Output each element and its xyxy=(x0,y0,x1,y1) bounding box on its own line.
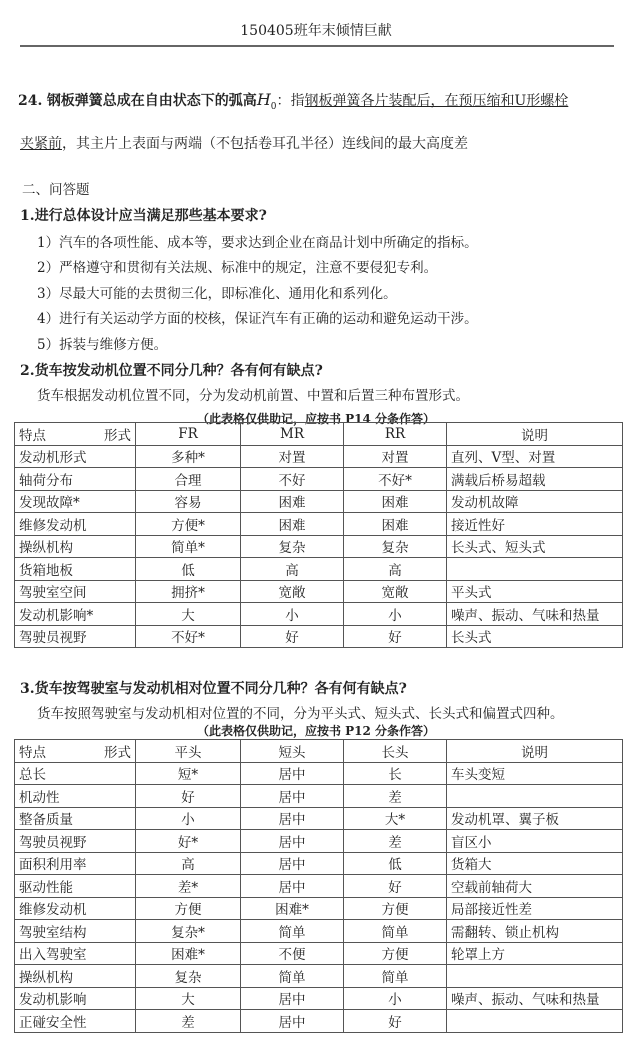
engine-position-table xyxy=(14,422,623,648)
q2-note: （此表格仅供助记，应按书 P14 分条作答） xyxy=(196,412,436,426)
table-header-row xyxy=(15,740,623,763)
table-cell: 好 xyxy=(344,625,447,648)
table-cell: 长 xyxy=(344,762,447,785)
q24-subscript: 0 xyxy=(270,101,277,112)
header-corner xyxy=(15,740,136,763)
table-cell: 困难* xyxy=(241,897,344,920)
q1-item: 1）汽车的各项性能、成本等，要求达到企业在商品计划中所确定的指标。 xyxy=(37,235,478,251)
q24-underlined-2: 夹紧前 xyxy=(20,136,62,152)
table-cell: 复杂 xyxy=(136,965,241,988)
table-cell: 高 xyxy=(344,558,447,581)
table-row xyxy=(15,942,623,965)
table-cell: 发动机影响 xyxy=(15,987,136,1010)
table-cell: 货箱大 xyxy=(447,852,623,875)
table-cell: 不好* xyxy=(136,625,241,648)
table-cell: 宽敞 xyxy=(241,580,344,603)
table-cell: 发动机影响* xyxy=(15,603,136,626)
table-cell: 盲区小 xyxy=(447,830,623,853)
table-cell: 机动性 xyxy=(15,785,136,808)
table-cell: 高 xyxy=(241,558,344,581)
table-cell: 驾驶员视野 xyxy=(15,625,136,648)
table-cell: 简单 xyxy=(344,920,447,943)
table-cell: 复杂 xyxy=(241,535,344,558)
table-cell: 车头变短 xyxy=(447,762,623,785)
table-cell: 对置 xyxy=(241,445,344,468)
table-cell: 好 xyxy=(241,625,344,648)
q24-line1 xyxy=(18,90,568,112)
column-header: 平头 xyxy=(136,740,241,763)
table-cell: 好 xyxy=(344,875,447,898)
table-cell: 居中 xyxy=(241,875,344,898)
table-cell: 发动机故障 xyxy=(447,490,623,513)
table-cell: 差 xyxy=(136,1010,241,1033)
table-cell: 不便 xyxy=(241,942,344,965)
table-cell: 困难 xyxy=(241,490,344,513)
table-row xyxy=(15,625,623,648)
table-cell: 差 xyxy=(344,830,447,853)
table-cell: 大* xyxy=(344,807,447,830)
table-cell: 短* xyxy=(136,762,241,785)
q2-title: 2.货车按发动机位置不同分几种？各有何有缺点? xyxy=(20,363,323,379)
table-cell: 整备质量 xyxy=(15,807,136,830)
column-header: FR xyxy=(136,423,241,446)
table-row xyxy=(15,807,623,830)
table-cell: 居中 xyxy=(241,852,344,875)
table-row xyxy=(15,580,623,603)
table-cell: 复杂* xyxy=(136,920,241,943)
table-cell: 困难 xyxy=(344,490,447,513)
q3-title: 3.货车按驾驶室与发动机相对位置不同分几种？各有何有缺点? xyxy=(20,681,407,697)
table-cell: 容易 xyxy=(136,490,241,513)
q1-item: 3）尽最大可能的去贯彻三化，即标准化、通用化和系列化。 xyxy=(37,286,397,302)
table-row xyxy=(15,830,623,853)
table-cell: 维修发动机 xyxy=(15,897,136,920)
column-header: RR xyxy=(344,423,447,446)
table-cell: 空载前轴荷大 xyxy=(447,875,623,898)
table-cell: 长头式 xyxy=(447,625,623,648)
q3-text: 货车按照驾驶室与发动机相对位置的不同，分为平头式、短头式、长头式和偏置式四种。 xyxy=(37,706,564,722)
q24-term: 钢板弹簧总成在自由状态下的弧高 xyxy=(46,93,257,109)
header-form: 形式 xyxy=(104,427,131,444)
table-cell: 居中 xyxy=(241,785,344,808)
table-cell: 总长 xyxy=(15,762,136,785)
table-row xyxy=(15,920,623,943)
q2-text: 货车根据发动机位置不同，分为发动机前置、中置和后置三种布置形式。 xyxy=(37,388,469,404)
table-cell xyxy=(447,785,623,808)
table-row xyxy=(15,852,623,875)
table-cell: 不好* xyxy=(344,468,447,491)
table-cell: 轮罩上方 xyxy=(447,942,623,965)
table-cell: 好 xyxy=(344,1010,447,1033)
table-cell: 困难 xyxy=(344,513,447,536)
table-cell: 直列、V型、对置 xyxy=(447,445,623,468)
table-row xyxy=(15,490,623,513)
table-row xyxy=(15,987,623,1010)
table-cell: 方便 xyxy=(344,897,447,920)
table-cell: 居中 xyxy=(241,762,344,785)
header-feature: 特点 xyxy=(19,744,46,761)
table-cell: 困难* xyxy=(136,942,241,965)
table-cell: 需翻转、锁止机构 xyxy=(447,920,623,943)
table-cell: 货箱地板 xyxy=(15,558,136,581)
table-row xyxy=(15,897,623,920)
q1-item: 2）严格遵守和贯彻有关法规、标准中的规定，注意不要侵犯专利。 xyxy=(37,260,438,276)
table-cell: 低 xyxy=(136,558,241,581)
q24-symbol: H xyxy=(256,90,271,109)
table-cell: 多种* xyxy=(136,445,241,468)
table-cell: 高 xyxy=(136,852,241,875)
table-cell: 噪声、振动、气味和热量 xyxy=(447,603,623,626)
table-cell: 大 xyxy=(136,987,241,1010)
table-cell: 满载后桥易超载 xyxy=(447,468,623,491)
column-header: MR xyxy=(241,423,344,446)
table-cell: 接近性好 xyxy=(447,513,623,536)
cab-position-table xyxy=(14,739,623,1033)
table-cell: 驾驶室结构 xyxy=(15,920,136,943)
table-cell: 差* xyxy=(136,875,241,898)
table-cell: 轴荷分布 xyxy=(15,468,136,491)
table-cell: 方便 xyxy=(344,942,447,965)
table-cell: 居中 xyxy=(241,807,344,830)
table-cell: 局部接近性差 xyxy=(447,897,623,920)
table-cell: 复杂 xyxy=(344,535,447,558)
table-row xyxy=(15,445,623,468)
table-cell: 困难 xyxy=(241,513,344,536)
table-cell xyxy=(447,965,623,988)
q3-note: （此表格仅供助记，应按书 P12 分条作答） xyxy=(196,724,436,738)
table-cell: 不好 xyxy=(241,468,344,491)
q24-underlined-1: 钢板弹簧各片装配后，在预压缩和U形螺栓 xyxy=(304,93,569,109)
table-cell: 简单* xyxy=(136,535,241,558)
table-cell: 简单 xyxy=(241,965,344,988)
table-cell: 面积利用率 xyxy=(15,852,136,875)
table-cell: 出入驾驶室 xyxy=(15,942,136,965)
table-cell: 发动机罩、翼子板 xyxy=(447,807,623,830)
q1-title: 1.进行总体设计应当满足那些基本要求? xyxy=(20,208,267,224)
table-cell: 简单 xyxy=(344,965,447,988)
table-cell xyxy=(447,1010,623,1033)
q24-number: 24. xyxy=(18,93,43,109)
table-row xyxy=(15,468,623,491)
table-cell: 小 xyxy=(344,987,447,1010)
table-cell: 居中 xyxy=(241,1010,344,1033)
table-cell: 差 xyxy=(344,785,447,808)
table-cell: 平头式 xyxy=(447,580,623,603)
table-row xyxy=(15,535,623,558)
table-row xyxy=(15,762,623,785)
table-row xyxy=(15,875,623,898)
table-row xyxy=(15,513,623,536)
table-cell: 对置 xyxy=(344,445,447,468)
table-cell: 驾驶室空间 xyxy=(15,580,136,603)
column-header: 说明 xyxy=(447,423,623,446)
table-cell: 合理 xyxy=(136,468,241,491)
table-cell: 噪声、振动、气味和热量 xyxy=(447,987,623,1010)
table-cell: 维修发动机 xyxy=(15,513,136,536)
table-cell: 好 xyxy=(136,785,241,808)
table-cell xyxy=(447,558,623,581)
table-cell: 驾驶员视野 xyxy=(15,830,136,853)
table-cell: 大 xyxy=(136,603,241,626)
table-row xyxy=(15,558,623,581)
column-header: 说明 xyxy=(447,740,623,763)
table-cell: 居中 xyxy=(241,830,344,853)
q1-item: 4）进行有关运动学方面的校核，保证汽车有正确的运动和避免运动干涉。 xyxy=(37,311,478,327)
table-row xyxy=(15,965,623,988)
table-cell: 简单 xyxy=(241,920,344,943)
table-cell: 方便 xyxy=(136,897,241,920)
table-cell: 长头式、短头式 xyxy=(447,535,623,558)
header-divider xyxy=(20,45,614,47)
table-cell: 发现故障* xyxy=(15,490,136,513)
header-form: 形式 xyxy=(104,744,131,761)
table-cell: 小 xyxy=(344,603,447,626)
header-corner xyxy=(15,423,136,446)
q1-item: 5）拆装与维修方便。 xyxy=(37,337,168,353)
table-cell: 好* xyxy=(136,830,241,853)
table-cell: 正碰安全性 xyxy=(15,1010,136,1033)
column-header: 短头 xyxy=(241,740,344,763)
table-row xyxy=(15,603,623,626)
table-row xyxy=(15,1010,623,1033)
section-title: 二、问答题 xyxy=(22,182,90,198)
q24-line2 xyxy=(20,133,468,153)
table-cell: 低 xyxy=(344,852,447,875)
table-cell: 拥挤* xyxy=(136,580,241,603)
page-header: 150405班年末倾情巨献 xyxy=(240,23,392,39)
table-cell: 操纵机构 xyxy=(15,965,136,988)
table-cell: 宽敞 xyxy=(344,580,447,603)
q24-colon: ：指 xyxy=(276,93,305,109)
table-cell: 小 xyxy=(241,603,344,626)
table-cell: 发动机形式 xyxy=(15,445,136,468)
q24-rest: ，其主片上表面与两端（不包括卷耳孔半径）连线间的最大高度差 xyxy=(62,136,468,152)
table-row xyxy=(15,785,623,808)
table-cell: 方便* xyxy=(136,513,241,536)
column-header: 长头 xyxy=(344,740,447,763)
table-cell: 驱动性能 xyxy=(15,875,136,898)
header-feature: 特点 xyxy=(19,427,46,444)
table-cell: 居中 xyxy=(241,987,344,1010)
table-cell: 小 xyxy=(136,807,241,830)
table-header-row xyxy=(15,423,623,446)
table-cell: 操纵机构 xyxy=(15,535,136,558)
